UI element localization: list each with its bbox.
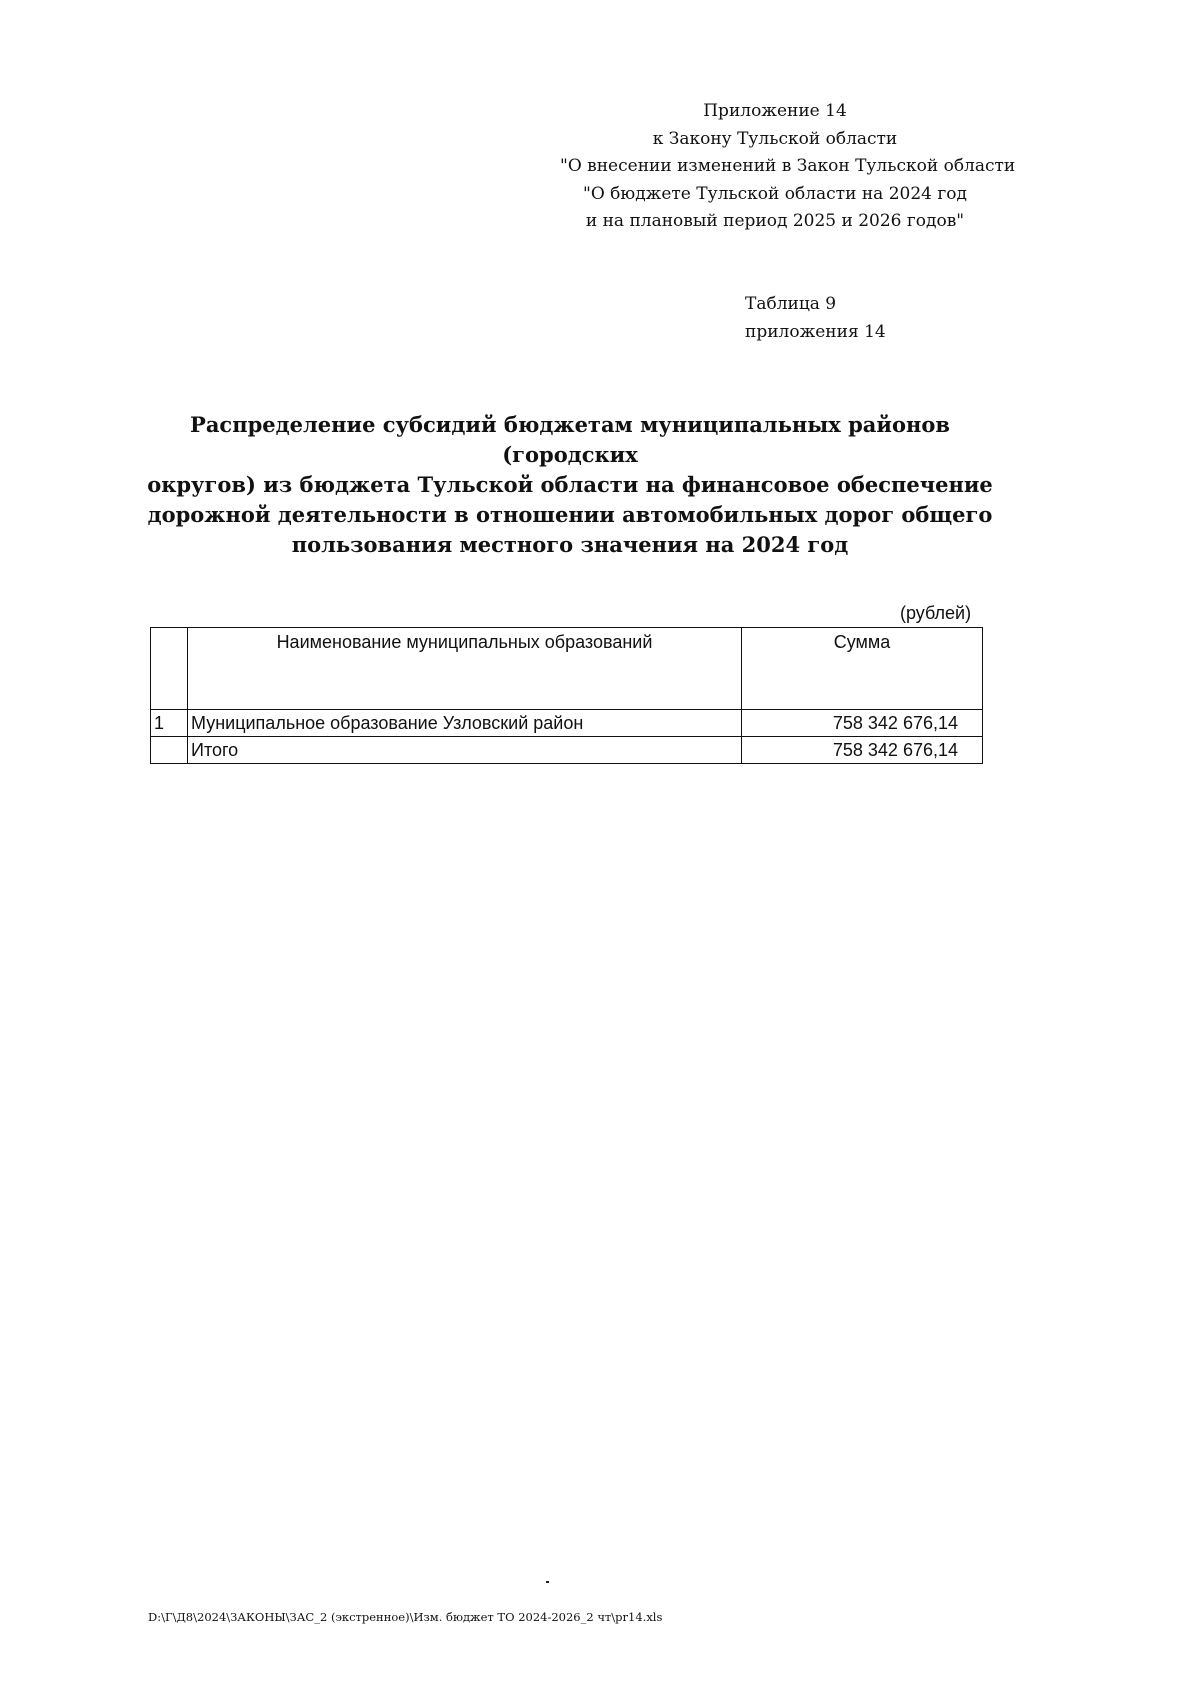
table-row <box>151 710 983 737</box>
appendix-line: "О внесении изменений в Закон Тульской области <box>560 156 1016 176</box>
total-sum: 758 342 676,14 <box>742 737 983 764</box>
row-num: 1 <box>151 710 188 737</box>
row-name: Муниципальное образование Узловский район <box>188 710 742 737</box>
table-header-row <box>151 628 983 710</box>
appendix-line: "О бюджете Тульской области на 2024 год <box>583 183 967 204</box>
header-sum: Сумма <box>742 628 983 710</box>
total-num <box>151 737 188 764</box>
file-path-footer: D:\Г\Д8\2024\ЗАКОНЫ\ЗАС_2 (экстренное)\Изм. бюджет ТО 2024-2026_2 чт\pr14.xls <box>148 1610 663 1624</box>
appendix-line: к Закону Тульской области <box>652 128 898 149</box>
appendix-line: и на плановый период 2025 и 2026 годов" <box>585 211 965 231</box>
header-name: Наименование муниципальных образований <box>188 628 742 710</box>
units-label: (рублей) <box>900 603 972 623</box>
appendix-reference <box>560 98 1016 236</box>
appendix-line: Приложение 14 <box>703 101 847 121</box>
title-line: пользования местного значения на 2024 год <box>291 532 849 557</box>
title-line: округов) из бюджета Тульской области на финансовое обеспечение <box>147 472 993 497</box>
subsidy-table <box>150 627 983 764</box>
title-line: дорожной деятельности в отношении автомобильных дорог общего <box>147 502 993 527</box>
table-appendix: приложения 14 <box>745 322 886 342</box>
row-sum: 758 342 676,14 <box>742 710 983 737</box>
title-line: Распределение субсидий бюджетам муниципальных районов (городских <box>190 412 950 467</box>
header-num <box>151 628 188 710</box>
scan-mark <box>546 1581 549 1583</box>
table-total-row <box>151 737 983 764</box>
document-title <box>140 410 1000 560</box>
table-reference <box>745 290 886 346</box>
table-number: Таблица 9 <box>745 294 837 314</box>
total-label: Итого <box>188 737 742 764</box>
